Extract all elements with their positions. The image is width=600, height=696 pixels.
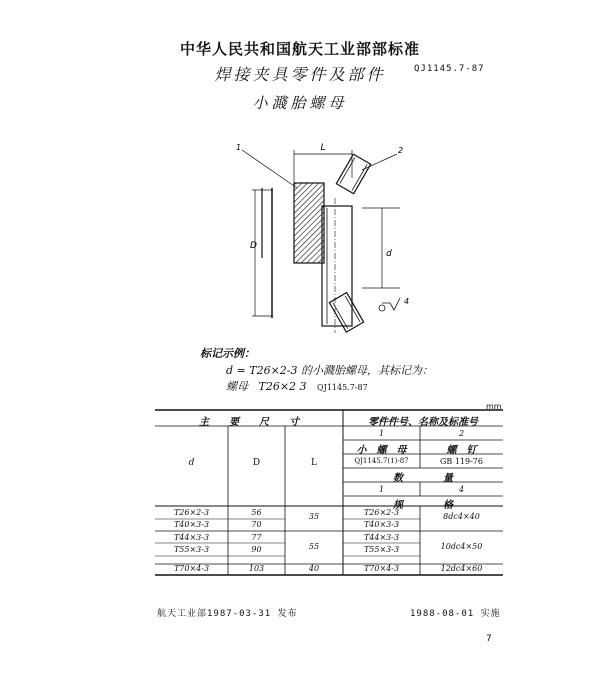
header-spec: 规 格 xyxy=(393,500,453,511)
standard-code: QJ1145.7-87 xyxy=(414,64,485,74)
row-4-d: T55×3-3 xyxy=(173,545,210,554)
header-parts: 零件件号、名称及标准号 xyxy=(368,417,478,428)
effective-date: 1988-08-01 实施 xyxy=(410,609,501,619)
L-group-3: 40 xyxy=(308,564,320,573)
row-1-d: T26×2-3 xyxy=(173,508,210,517)
row-2-d: T40×3-3 xyxy=(173,520,210,529)
part-std-2: GB 119-76 xyxy=(440,457,483,466)
header-quantity: 数 量 xyxy=(393,473,453,484)
row-5-d: T70×4-3 xyxy=(173,564,210,573)
part-name-1: 小 螺 母 xyxy=(356,445,407,456)
marking-code: QJ1145.7-87 xyxy=(317,383,368,392)
row-2-D: 70 xyxy=(251,520,262,529)
L-group-1: 35 xyxy=(308,512,320,521)
row-3-spec: T44×3-3 xyxy=(363,533,400,542)
part-name-2: 螺 钉 xyxy=(446,445,477,456)
qty-2: 4 xyxy=(458,485,465,494)
row-3-d: T44×3-3 xyxy=(173,533,210,542)
qty-1: 1 xyxy=(378,485,385,494)
marking-value: T26×2 3 xyxy=(258,380,307,393)
dim-L-label: L xyxy=(320,143,326,153)
row-1-D: 56 xyxy=(251,508,262,517)
row-4-spec: T55×3-3 xyxy=(363,545,400,554)
part-no-2: 2 xyxy=(458,429,465,438)
document-title: 焊接夹具零件及部件 xyxy=(214,65,386,84)
issuing-authority: 中华人民共和国航天工业部部标准 xyxy=(179,40,420,58)
row-3-D: 77 xyxy=(251,533,262,542)
part-no-1: 1 xyxy=(378,429,385,438)
row-5-D: 103 xyxy=(248,564,265,573)
row-5-spec: T70×4-3 xyxy=(363,564,400,573)
row-4-D: 90 xyxy=(251,545,262,554)
row-2-spec: T40×3-3 xyxy=(363,520,400,529)
part-std-1: QJ1145.7(1)-87 xyxy=(354,457,409,465)
header-col-L: L xyxy=(311,458,317,468)
L-group-2: 55 xyxy=(308,542,320,551)
spec2-group-1: 8dc4×40 xyxy=(443,512,480,521)
marking-prefix: 螺母 xyxy=(226,380,248,393)
surface-finish-label: 4 xyxy=(404,297,410,306)
dim-D-label: D xyxy=(250,241,257,251)
row-1-spec: T26×2-3 xyxy=(363,508,400,517)
header-col-d: d xyxy=(188,458,195,468)
spec2-group-2: 10dc4×50 xyxy=(440,542,483,551)
callout-2: 2 xyxy=(398,146,404,155)
issue-date: 航天工业部1987-03-31 发布 xyxy=(157,609,298,619)
marking-example-heading: 标记示例： xyxy=(200,347,255,360)
table-unit: mm xyxy=(486,402,502,411)
marking-example-text: d = T26×2-3 的小濺胎螺母，其标记为： xyxy=(226,364,434,377)
callout-1: 1 xyxy=(236,143,242,152)
document-subtitle: 小濺胎螺母 xyxy=(252,94,348,112)
spec2-group-3: 12dc4×60 xyxy=(440,564,483,573)
page-number: 7 xyxy=(486,634,492,644)
header-col-D: D xyxy=(252,458,261,468)
header-main-dimensions: 主 要 尺 寸 xyxy=(199,417,299,428)
dim-d-label: d xyxy=(386,249,392,259)
